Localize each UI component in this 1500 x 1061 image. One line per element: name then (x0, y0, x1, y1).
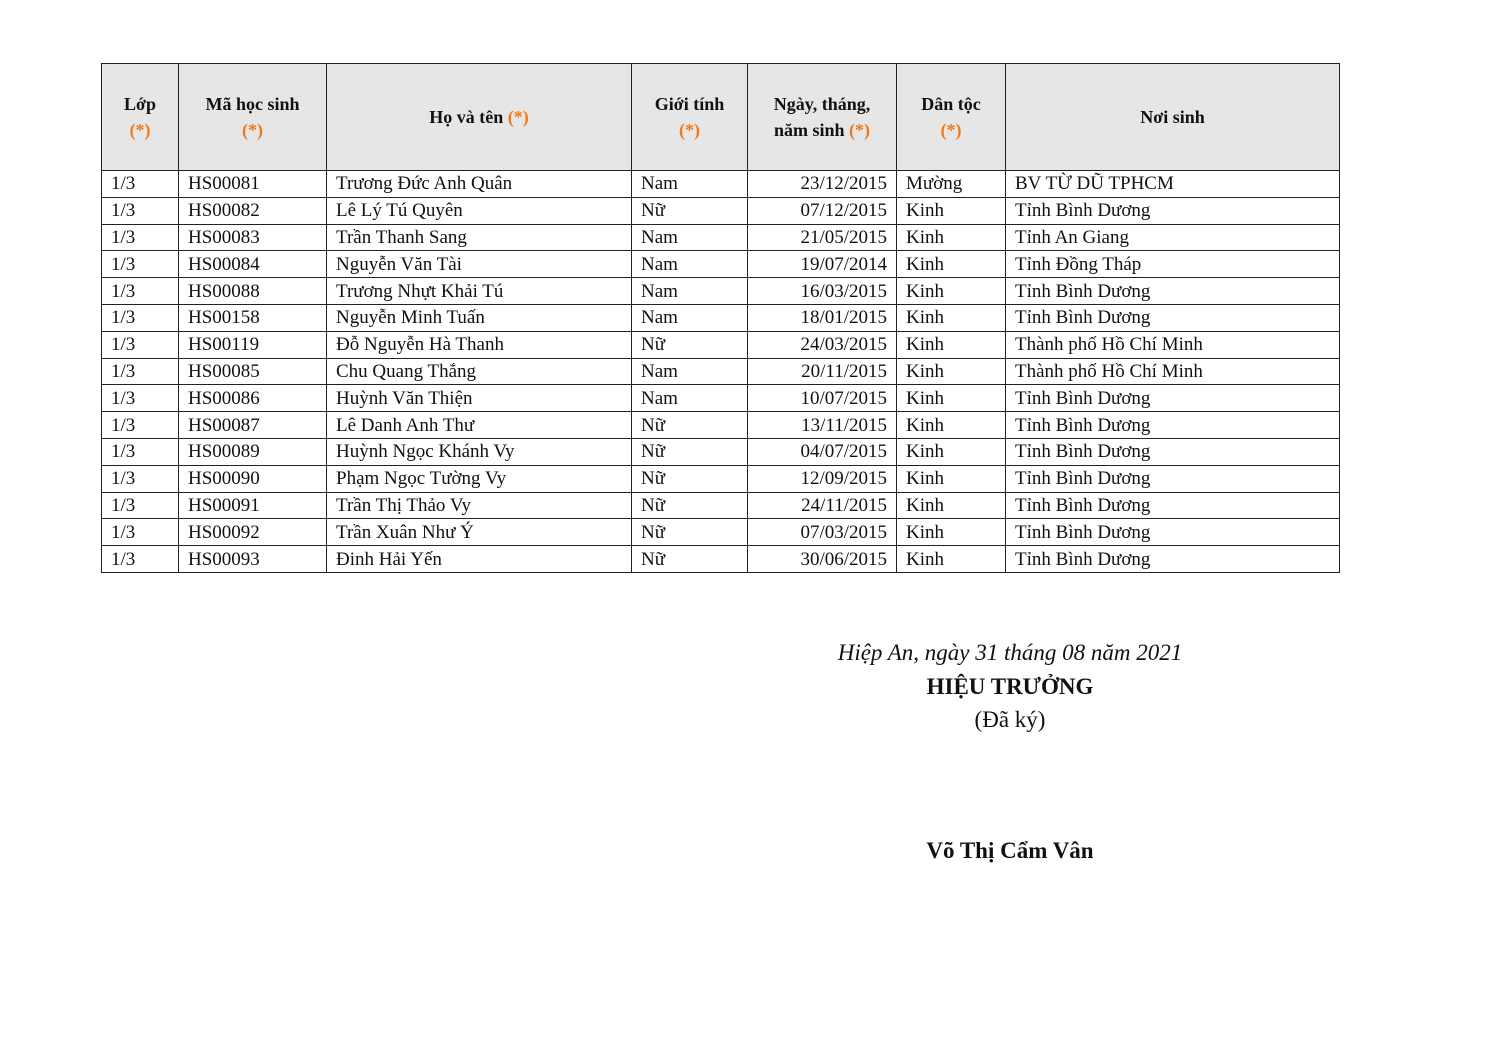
cell-date-of-birth: 07/12/2015 (748, 197, 897, 224)
cell-date-of-birth: 12/09/2015 (748, 465, 897, 492)
cell-place-of-birth: Tỉnh Bình Dương (1006, 519, 1340, 546)
cell-gender: Nữ (632, 492, 748, 519)
header-row (102, 64, 1340, 171)
cell-date-of-birth: 30/06/2015 (748, 546, 897, 573)
cell-gender: Nam (632, 385, 748, 412)
cell-full-name: Huỳnh Ngọc Khánh Vy (327, 438, 632, 465)
header-label: Nơi sinh (1140, 107, 1205, 127)
cell-class: 1/3 (102, 465, 179, 492)
cell-place-of-birth: Tỉnh An Giang (1006, 224, 1340, 251)
student-table (101, 63, 1340, 573)
cell-gender: Nữ (632, 519, 748, 546)
cell-class: 1/3 (102, 519, 179, 546)
cell-date-of-birth: 21/05/2015 (748, 224, 897, 251)
cell-gender: Nam (632, 251, 748, 278)
cell-date-of-birth: 24/11/2015 (748, 492, 897, 519)
header-date-of-birth (748, 64, 897, 171)
cell-ethnicity: Kinh (897, 304, 1006, 331)
header-label: Lớp (124, 94, 156, 114)
header-label: Giới tính (654, 94, 725, 114)
header-label: Mã học sinh (205, 94, 300, 114)
cell-ethnicity: Kinh (897, 519, 1006, 546)
cell-class: 1/3 (102, 546, 179, 573)
signature-status: (Đã ký) (974, 707, 1046, 732)
cell-student-id: HS00081 (179, 171, 327, 198)
table-row (102, 492, 1340, 519)
cell-date-of-birth: 24/03/2015 (748, 331, 897, 358)
cell-date-of-birth: 13/11/2015 (748, 412, 897, 439)
cell-full-name: Nguyễn Văn Tài (327, 251, 632, 278)
cell-ethnicity: Kinh (897, 412, 1006, 439)
cell-place-of-birth: BV TỪ DŨ TPHCM (1006, 171, 1340, 198)
cell-class: 1/3 (102, 438, 179, 465)
table-row (102, 546, 1340, 573)
cell-place-of-birth: Tỉnh Bình Dương (1006, 438, 1340, 465)
cell-class: 1/3 (102, 224, 179, 251)
cell-student-id: HS00089 (179, 438, 327, 465)
cell-place-of-birth: Tỉnh Bình Dương (1006, 304, 1340, 331)
table-row (102, 385, 1340, 412)
cell-date-of-birth: 10/07/2015 (748, 385, 897, 412)
cell-student-id: HS00086 (179, 385, 327, 412)
table-row (102, 519, 1340, 546)
cell-place-of-birth: Tỉnh Bình Dương (1006, 385, 1340, 412)
cell-student-id: HS00091 (179, 492, 327, 519)
cell-gender: Nữ (632, 465, 748, 492)
cell-place-of-birth: Thành phố Hồ Chí Minh (1006, 358, 1340, 385)
cell-class: 1/3 (102, 331, 179, 358)
header-label: Ngày, tháng, năm sinh (773, 94, 871, 140)
cell-ethnicity: Kinh (897, 224, 1006, 251)
table-body (102, 171, 1340, 573)
cell-student-id: HS00093 (179, 546, 327, 573)
cell-full-name: Lê Lý Tú Quyên (327, 197, 632, 224)
table-row (102, 224, 1340, 251)
cell-ethnicity: Kinh (897, 278, 1006, 305)
cell-student-id: HS00085 (179, 358, 327, 385)
cell-date-of-birth: 18/01/2015 (748, 304, 897, 331)
cell-full-name: Phạm Ngọc Tường Vy (327, 465, 632, 492)
table-row (102, 197, 1340, 224)
cell-gender: Nữ (632, 197, 748, 224)
cell-gender: Nam (632, 358, 748, 385)
header-class (102, 64, 179, 171)
cell-full-name: Lê Danh Anh Thư (327, 412, 632, 439)
table-row (102, 465, 1340, 492)
cell-place-of-birth: Tỉnh Đồng Tháp (1006, 251, 1340, 278)
table-row (102, 358, 1340, 385)
cell-gender: Nữ (632, 412, 748, 439)
cell-full-name: Nguyễn Minh Tuấn (327, 304, 632, 331)
table-header (102, 64, 1340, 171)
cell-date-of-birth: 16/03/2015 (748, 278, 897, 305)
cell-ethnicity: Kinh (897, 358, 1006, 385)
cell-place-of-birth: Tỉnh Bình Dương (1006, 412, 1340, 439)
header-full-name (327, 64, 632, 171)
cell-ethnicity: Kinh (897, 492, 1006, 519)
cell-full-name: Trần Xuân Như Ý (327, 519, 632, 546)
cell-full-name: Huỳnh Văn Thiện (327, 385, 632, 412)
cell-ethnicity: Mường (897, 171, 1006, 198)
table-row (102, 412, 1340, 439)
required-marker: (*) (129, 120, 151, 140)
cell-gender: Nữ (632, 331, 748, 358)
table-row (102, 278, 1340, 305)
cell-date-of-birth: 04/07/2015 (748, 438, 897, 465)
cell-class: 1/3 (102, 492, 179, 519)
cell-date-of-birth: 07/03/2015 (748, 519, 897, 546)
cell-class: 1/3 (102, 278, 179, 305)
cell-class: 1/3 (102, 358, 179, 385)
cell-class: 1/3 (102, 385, 179, 412)
cell-student-id: HS00090 (179, 465, 327, 492)
place-and-date: Hiệp An, ngày 31 tháng 08 năm 2021 (837, 640, 1183, 665)
required-marker: (*) (242, 120, 263, 140)
cell-full-name: Trần Thị Thảo Vy (327, 492, 632, 519)
cell-full-name: Chu Quang Thắng (327, 358, 632, 385)
cell-student-id: HS00158 (179, 304, 327, 331)
cell-class: 1/3 (102, 304, 179, 331)
cell-ethnicity: Kinh (897, 438, 1006, 465)
cell-student-id: HS00088 (179, 278, 327, 305)
cell-ethnicity: Kinh (897, 331, 1006, 358)
cell-student-id: HS00087 (179, 412, 327, 439)
cell-place-of-birth: Tỉnh Bình Dương (1006, 465, 1340, 492)
cell-ethnicity: Kinh (897, 465, 1006, 492)
required-marker: (*) (507, 107, 529, 127)
signer-name: Võ Thị Cẩm Vân (926, 838, 1094, 863)
signer-role: HIỆU TRƯỞNG (926, 674, 1094, 699)
cell-class: 1/3 (102, 197, 179, 224)
cell-full-name: Đỗ Nguyễn Hà Thanh (327, 331, 632, 358)
table-row (102, 304, 1340, 331)
cell-student-id: HS00083 (179, 224, 327, 251)
cell-ethnicity: Kinh (897, 385, 1006, 412)
cell-date-of-birth: 20/11/2015 (748, 358, 897, 385)
cell-gender: Nam (632, 224, 748, 251)
cell-full-name: Trương Nhựt Khải Tú (327, 278, 632, 305)
cell-student-id: HS00082 (179, 197, 327, 224)
cell-ethnicity: Kinh (897, 251, 1006, 278)
header-label: Dân tộc (921, 94, 981, 114)
header-place-of-birth (1006, 64, 1340, 171)
required-marker: (*) (849, 120, 871, 140)
header-gender (632, 64, 748, 171)
cell-gender: Nam (632, 171, 748, 198)
cell-class: 1/3 (102, 412, 179, 439)
table-row (102, 251, 1340, 278)
cell-student-id: HS00084 (179, 251, 327, 278)
cell-ethnicity: Kinh (897, 197, 1006, 224)
cell-place-of-birth: Tỉnh Bình Dương (1006, 197, 1340, 224)
cell-date-of-birth: 23/12/2015 (748, 171, 897, 198)
cell-gender: Nam (632, 304, 748, 331)
cell-full-name: Đinh Hải Yến (327, 546, 632, 573)
cell-place-of-birth: Thành phố Hồ Chí Minh (1006, 331, 1340, 358)
required-marker: (*) (679, 120, 700, 140)
cell-place-of-birth: Tỉnh Bình Dương (1006, 278, 1340, 305)
table-row (102, 331, 1340, 358)
cell-student-id: HS00092 (179, 519, 327, 546)
cell-student-id: HS00119 (179, 331, 327, 358)
header-student-id (179, 64, 327, 171)
header-label: Họ và tên (429, 107, 504, 127)
cell-place-of-birth: Tỉnh Bình Dương (1006, 546, 1340, 573)
cell-date-of-birth: 19/07/2014 (748, 251, 897, 278)
cell-class: 1/3 (102, 251, 179, 278)
cell-gender: Nữ (632, 438, 748, 465)
header-ethnicity (897, 64, 1006, 171)
cell-full-name: Trương Đức Anh Quân (327, 171, 632, 198)
cell-gender: Nam (632, 278, 748, 305)
cell-full-name: Trần Thanh Sang (327, 224, 632, 251)
table-row (102, 438, 1340, 465)
cell-ethnicity: Kinh (897, 546, 1006, 573)
cell-place-of-birth: Tỉnh Bình Dương (1006, 492, 1340, 519)
cell-gender: Nữ (632, 546, 748, 573)
table-row (102, 171, 1340, 198)
required-marker: (*) (940, 120, 962, 140)
cell-class: 1/3 (102, 171, 179, 198)
